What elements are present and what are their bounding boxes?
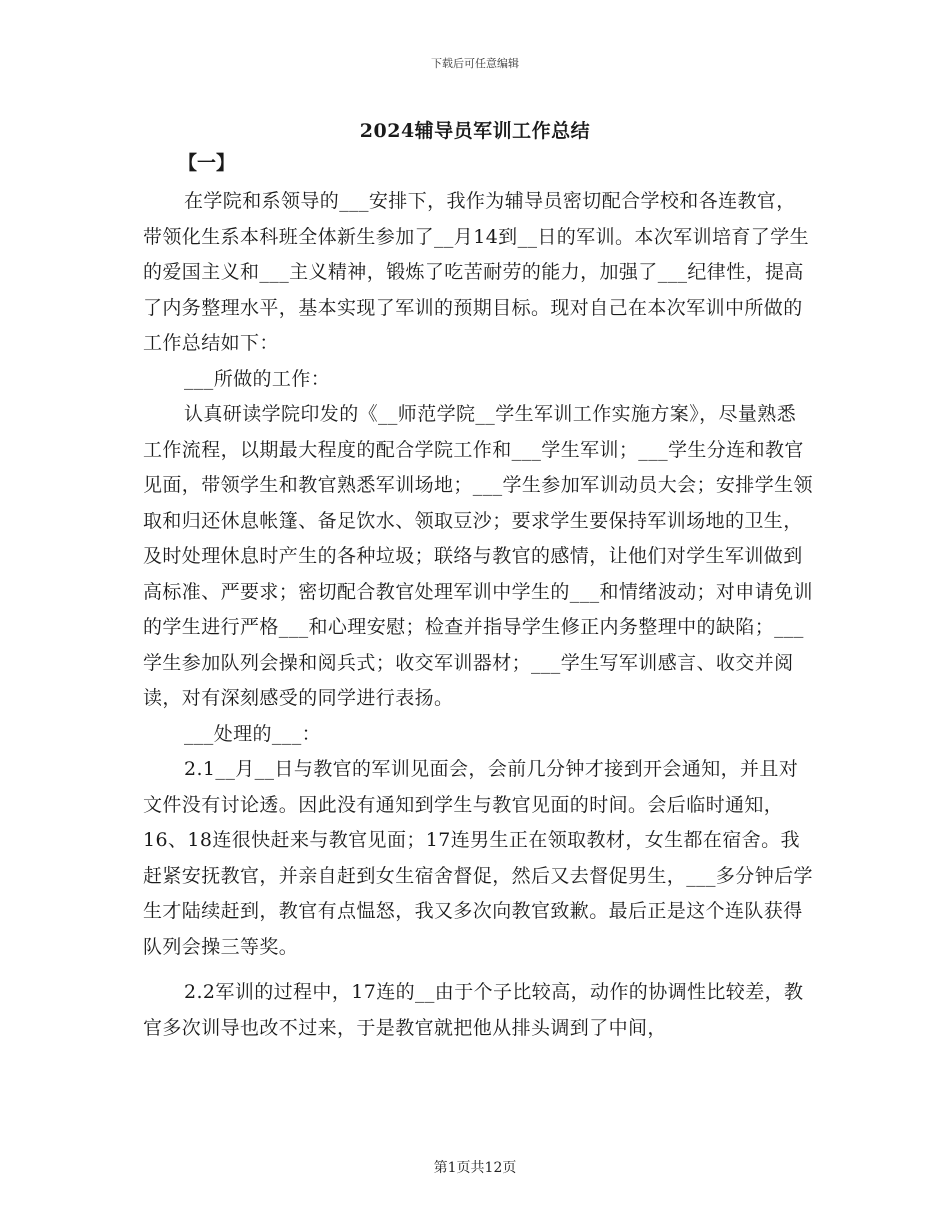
document-body xyxy=(143,184,813,1046)
paragraph-heading-handling: ___处理的___： xyxy=(184,722,322,745)
section-label: 【一】 xyxy=(178,152,236,174)
download-note: 下载后可任意编辑 xyxy=(431,57,519,70)
document-title: 2024辅导员军训工作总结 xyxy=(359,120,591,142)
paragraph-item-2-1: 2.1__月__日与教官的军训见面会，会前几分钟才接到开会通知，并且对文件没有讨论透。因此没有通知到学生与教官见面的时间。会后临时通知，16、18连很快赶来与教官见面；17连男生正在领取教材，女生都在宿舍。我赶紧安抚教官，并亲自赶到女生宿舍督促，然后又去督促男生，___多分钟后学生才陆续赶到，教官有点愠怒，我又多次向教官致歉。最后正是这个连队获得队列会操三等奖。 xyxy=(143,758,813,958)
page-indicator: 第1页共12页 xyxy=(433,1160,517,1176)
paragraph-heading-work: ___所做的工作： xyxy=(184,367,331,390)
paragraph-intro: 在学院和系领导的___安排下，我作为辅导员密切配合学校和各连教官，带领化生系本科班全体新生参加了__月14到__日的军训。本次军训培育了学生的爱国主义和___主义精神，锻炼了吃苦耐劳的能力，加强了___纪律性，提高了内务整理水平，基本实现了军训的预期目标。现对自己在本次军训中所做的工作总结如下： xyxy=(143,190,809,354)
paragraph-item-2-2: 2.2军训的过程中，17连的__由于个子比较高，动作的协调性比较差，教官多次训导也改不过来，于是教官就把他从排头调到了中间， xyxy=(143,981,804,1039)
paragraph-work-details: 认真研读学院印发的《__师范学院__学生军训工作实施方案》，尽量熟悉工作流程，以期最大程度的配合学院工作和___学生军训；___学生分连和教官见面，带领学生和教官熟悉军训场地；___学生参加军训动员大会；安排学生领取和归还休息帐篷、备足饮水、领取豆沙；要求学生要保持军训场地的卫生，及时处理休息时产生的各种垃圾；联络与教官的感情，让他们对学生军训做到高标准、严要求；密切配合教官处理军训中学生的___和情绪波动；对申请免训的学生进行严格___和心理安慰；检查并指导学生修正内务整理中的缺陷；___学生参加队列会操和阅兵式；收交军训器材；___学生写军训感言、收交并阅读，对有深刻感受的同学进行表扬。 xyxy=(143,403,813,709)
